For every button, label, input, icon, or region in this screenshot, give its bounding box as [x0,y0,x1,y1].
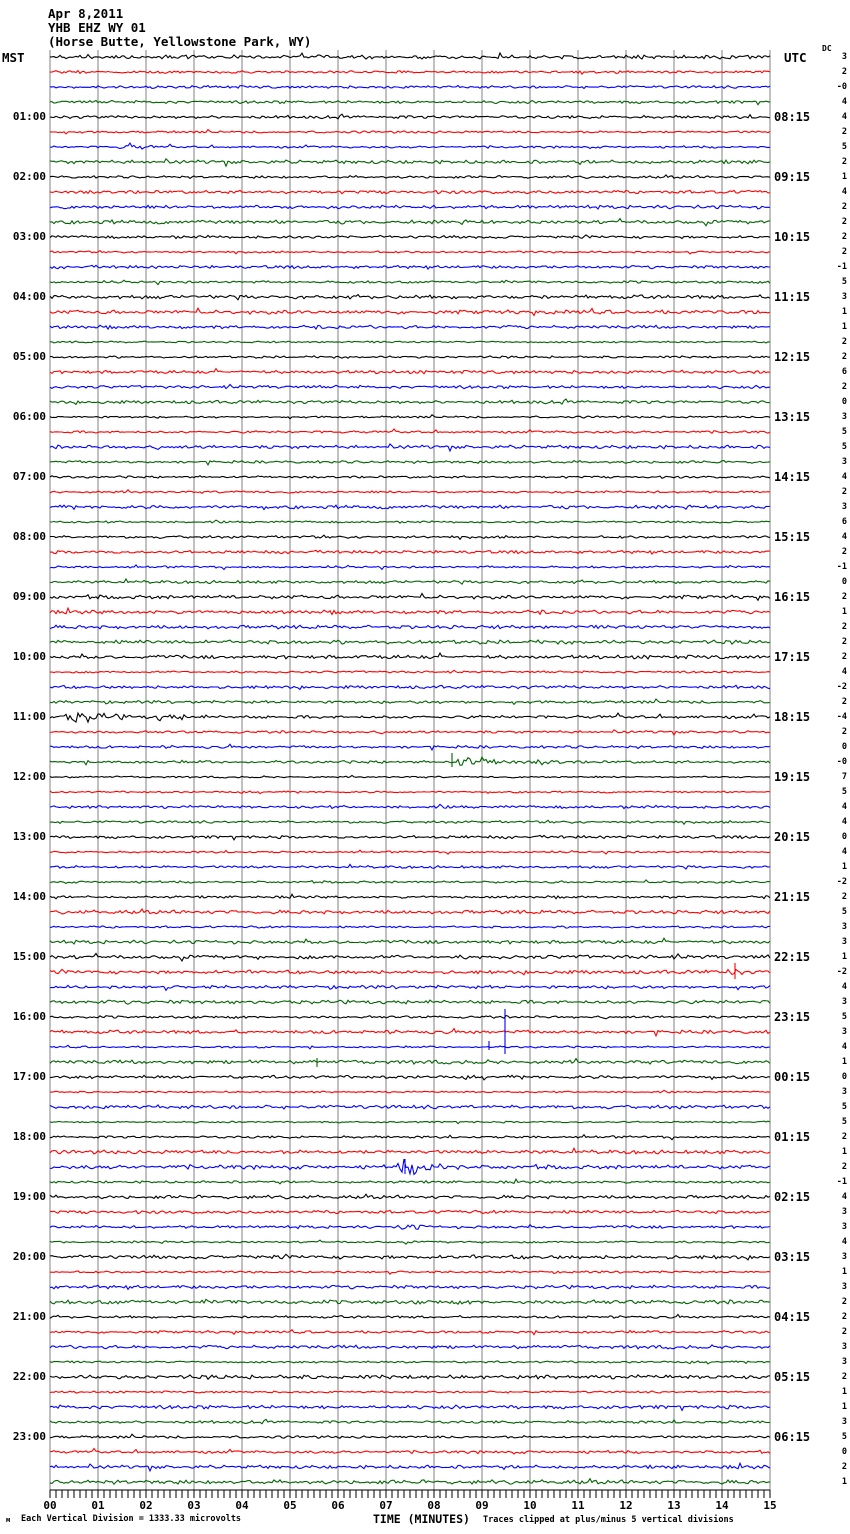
seismo-trace [50,1240,770,1244]
dc-offset-value: 4 [841,97,847,107]
utc-hour-label: 22:15 [774,950,811,964]
seismo-trace [50,1315,770,1319]
utc-hour-label: 15:15 [774,530,811,544]
dc-offset-value: 4 [841,847,847,857]
seismo-trace [50,1075,770,1080]
utc-hour-label: 18:15 [774,710,811,724]
seismo-trace [50,1090,770,1092]
seismo-trace [50,880,770,884]
seismo-trace [50,1299,770,1304]
seismo-trace [50,579,770,584]
seismo-trace [50,985,770,990]
dc-offset-value: 5 [841,427,847,437]
mst-hour-label: 05:00 [12,350,46,363]
mst-hour-label: 17:00 [12,1070,46,1083]
seismo-trace [50,369,770,374]
seismo-trace [50,1419,770,1423]
seismo-trace [50,1135,770,1140]
dc-offset-value: 1 [841,1057,847,1067]
seismo-trace [50,461,770,465]
seismo-trace [50,490,770,494]
seismo-trace [50,159,770,166]
utc-hour-label: 21:15 [774,890,811,904]
dc-offset-value: 5 [841,442,847,452]
utc-hour-label: 20:15 [774,830,811,844]
x-axis-title: TIME (MINUTES) [373,1512,470,1526]
dc-offset-value: 2 [841,1312,847,1322]
dc-offset-value: 2 [841,727,847,737]
seismo-trace [50,850,770,854]
dc-offset-value: 4 [841,187,847,197]
dc-offset-value: 2 [841,652,847,662]
minute-tick-label: 00 [43,1499,57,1512]
seismo-trace [50,1194,770,1199]
dc-offset-value: 1 [841,1387,847,1397]
right-timezone-label: UTC [784,50,807,65]
dc-offset-value: 4 [841,1042,847,1052]
seismo-trace [50,1254,770,1260]
dc-offset-value: 1 [841,172,847,182]
seismo-trace [50,565,770,570]
utc-hour-label: 16:15 [774,590,811,604]
seismo-trace [50,1179,770,1184]
dc-offset-value: 2 [841,232,847,242]
seismo-trace [50,1361,770,1364]
dc-offset-value: 1 [841,1147,847,1157]
seismo-trace [50,399,770,404]
dc-offset-value: 3 [841,457,847,467]
dc-offset-value: 0 [841,577,847,587]
dc-offset-value: 2 [841,382,847,392]
minute-tick-label: 07 [379,1499,393,1512]
utc-hour-label: 01:15 [774,1130,811,1144]
seismo-trace [50,1210,770,1213]
dc-offset-value: 2 [841,1462,847,1472]
seismo-trace [50,505,770,509]
dc-offset-value: 3 [841,1282,847,1292]
dc-offset-value: -2 [836,967,847,977]
seismo-trace [50,100,770,104]
seismo-trace [50,820,770,824]
minute-tick-label: 02 [139,1499,153,1512]
seismo-trace [50,356,770,358]
utc-hour-label: 03:15 [774,1250,811,1264]
dc-offset-value: 5 [841,1102,847,1112]
utc-hour-label: 14:15 [774,470,811,484]
seismo-trace [50,219,770,226]
seismo-trace [50,1105,770,1109]
dc-offset-value: -0 [836,757,847,767]
dc-offset-value: 3 [841,1222,847,1232]
seismo-trace [50,1391,770,1393]
mst-hour-label: 21:00 [12,1310,46,1323]
minute-tick-label: 06 [331,1499,345,1512]
dc-offset-value: 2 [841,202,847,212]
seismo-trace [50,325,770,329]
dc-offset-value: 2 [841,217,847,227]
seismo-trace [50,1375,770,1379]
dc-offset-value: 2 [841,247,847,257]
mst-hour-label: 08:00 [12,530,46,543]
seismo-trace [50,385,770,389]
seismo-trace [50,1271,770,1274]
seismo-trace [50,730,770,735]
seismo-trace [50,1225,770,1230]
dc-offset-value: 4 [841,982,847,992]
dc-offset-value: 5 [841,1432,847,1442]
dc-offset-value: 1 [841,1402,847,1412]
seismo-trace [50,1058,770,1067]
seismo-trace [50,190,770,193]
dc-offset-value: 2 [841,892,847,902]
utc-hour-label: 05:15 [774,1370,811,1384]
minute-tick-label: 05 [283,1499,297,1512]
dc-offset-value: 2 [841,337,847,347]
dc-offset-value: 3 [841,1342,847,1352]
dc-offset-value: 7 [841,772,847,782]
seismo-trace [50,1463,770,1471]
seismo-trace [50,926,770,928]
mst-hour-label: 13:00 [12,830,46,843]
utc-hour-label: 23:15 [774,1010,811,1024]
seismo-trace [50,476,770,478]
dc-offset-value: 1 [841,1267,847,1277]
seismo-trace [50,175,770,179]
dc-offset-value: 2 [841,1372,847,1382]
dc-offset-value: 3 [841,52,847,62]
mst-hour-label: 06:00 [12,410,46,423]
dc-offset-value: -1 [836,1177,847,1187]
seismo-trace [50,835,770,839]
dc-offset-value: 3 [841,502,847,512]
minute-tick-label: 09 [475,1499,489,1512]
seismo-trace [50,1159,770,1174]
dc-offset-value: 4 [841,802,847,812]
dc-offset-value: 3 [841,1357,847,1367]
clipping-note: Traces clipped at plus/minus 5 vertical divisions [483,1515,734,1525]
minute-tick-label: 14 [715,1499,729,1512]
dc-offset-value: 4 [841,1237,847,1247]
dc-offset-value: 6 [841,517,847,527]
dc-offset-value: -1 [836,262,847,272]
seismo-trace [50,685,770,689]
dc-offset-value: 3 [841,922,847,932]
station-location: (Horse Butte, Yellowstone Park, WY) [48,34,312,49]
dc-offset-value: 5 [841,277,847,287]
mst-hour-label: 15:00 [12,950,46,963]
utc-hour-label: 08:15 [774,110,811,124]
dc-offset-value: 3 [841,1252,847,1262]
dc-offset-value: 2 [841,697,847,707]
dc-offset-value: 2 [841,487,847,497]
seismo-trace [50,744,770,750]
dc-offset-value: 6 [841,367,847,377]
seismo-trace [50,963,770,979]
dc-offset-value: 0 [841,742,847,752]
utc-hour-label: 10:15 [774,230,811,244]
seismo-trace [50,550,770,554]
seismo-trace [50,1479,770,1485]
minute-tick-label: 13 [667,1499,681,1512]
dc-offset-value: 1 [841,1477,847,1487]
dc-offset-value: 2 [841,547,847,557]
seismo-trace [50,653,770,659]
dc-offset-value: 3 [841,412,847,422]
dc-offset-value: 2 [841,592,847,602]
mst-hour-label: 20:00 [12,1250,46,1263]
x-axis-ruler [50,1490,770,1498]
dc-offset-value: 3 [841,997,847,1007]
utc-hour-label: 12:15 [774,350,811,364]
seismo-trace [50,1434,770,1438]
mst-hour-label: 23:00 [12,1430,46,1443]
utc-hour-label: 00:15 [774,1070,811,1084]
mst-hour-label: 18:00 [12,1130,46,1143]
seismo-trace [50,308,770,315]
dc-offset-value: -4 [836,712,847,722]
mst-hour-label: 12:00 [12,770,46,783]
seismo-trace [50,954,770,961]
dc-offset-value: 5 [841,1012,847,1022]
seismo-trace [50,341,770,343]
dc-offset-value: 2 [841,1162,847,1172]
seismo-trace [50,938,770,944]
mst-hour-label: 10:00 [12,650,46,663]
seismo-trace [50,415,770,419]
seismo-trace [50,670,770,673]
dc-offset-value: 3 [841,1027,847,1037]
dc-offset-value: 1 [841,307,847,317]
seismo-trace [50,265,770,269]
seismo-trace [50,71,770,75]
minute-tick-label: 08 [427,1499,441,1512]
dc-offset-value: 3 [841,937,847,947]
mst-hour-label: 03:00 [12,230,46,243]
left-timezone-label: MST [2,50,25,65]
seismo-trace [50,235,770,239]
dc-offset-value: 3 [841,1207,847,1217]
utc-hour-label: 19:15 [774,770,811,784]
mst-hour-label: 22:00 [12,1370,46,1383]
seismo-trace [50,699,770,704]
utc-hour-label: 02:15 [774,1190,811,1204]
dc-offset-value: 2 [841,1132,847,1142]
minute-tick-label: 10 [523,1499,537,1512]
seismo-trace [50,1330,770,1335]
seismo-trace [50,713,770,722]
dc-offset-value: 2 [841,1297,847,1307]
record-date: Apr 8,2011 [48,6,124,21]
seismo-trace [50,1345,770,1349]
dc-offset-value: 2 [841,67,847,77]
dc-offset-value: 4 [841,817,847,827]
minute-tick-label: 11 [571,1499,585,1512]
dc-offset-value: -0 [836,82,847,92]
dc-offset-value: 1 [841,862,847,872]
minute-tick-label: 01 [91,1499,105,1512]
dc-offset-value: 1 [841,607,847,617]
utc-hour-label: 04:15 [774,1310,811,1324]
mst-hour-label: 19:00 [12,1190,46,1203]
seismo-trace [50,1016,770,1019]
seismo-trace [50,1148,770,1154]
minute-tick-label: 15 [763,1499,777,1512]
dc-offset-value: 0 [841,832,847,842]
mst-hour-label: 16:00 [12,1010,46,1023]
dc-column-header: DC [822,44,832,53]
dc-offset-value: 3 [841,1417,847,1427]
mst-hour-label: 11:00 [12,710,46,723]
seismo-trace [50,804,770,808]
dc-offset-value: 4 [841,472,847,482]
dc-offset-value: 1 [841,952,847,962]
vertical-scale-note: Each Vertical Division = 1333.33 microvolts [21,1514,242,1524]
mst-hour-label: 01:00 [12,110,46,123]
seismo-trace [50,909,770,914]
dc-offset-value: -2 [836,682,847,692]
seismo-trace [50,251,770,254]
utc-hour-label: 09:15 [774,170,811,184]
utc-hour-label: 13:15 [774,410,811,424]
seismo-trace [50,640,770,644]
seismo-trace [50,775,770,778]
seismo-trace [50,520,770,523]
mst-hour-label: 09:00 [12,590,46,603]
seismo-trace [50,894,770,898]
dc-offset-value: 0 [841,397,847,407]
seismo-trace [50,608,770,614]
dc-offset-value: 5 [841,787,847,797]
dc-offset-value: 5 [841,907,847,917]
seismo-trace [50,86,770,89]
dc-offset-value: 3 [841,292,847,302]
utc-hour-label: 06:15 [774,1430,811,1444]
dc-offset-value: 2 [841,157,847,167]
seismo-trace [50,1000,770,1004]
dc-offset-value: 5 [841,142,847,152]
seismo-trace [50,1285,770,1289]
seismo-trace [50,753,770,767]
seismo-trace [50,1405,770,1410]
dc-offset-value: 2 [841,1327,847,1337]
seismo-trace [50,864,770,869]
seismo-trace [50,143,770,149]
dc-offset-value: 3 [841,1087,847,1097]
seismo-trace [50,625,770,629]
seismo-trace [50,114,770,119]
mst-hour-label: 02:00 [12,170,46,183]
seismo-trace [50,1029,770,1036]
station-code: YHB EHZ WY 01 [48,20,146,35]
seismo-trace [50,1449,770,1454]
mst-hour-label: 14:00 [12,890,46,903]
seismo-trace [50,53,770,59]
seismo-trace [50,295,770,300]
dc-offset-value: 1 [841,322,847,332]
watermark-glyph: м [6,1516,11,1524]
seismo-trace [50,444,770,451]
dc-offset-value: 0 [841,1072,847,1082]
dc-offset-value: 4 [841,532,847,542]
utc-hour-label: 17:15 [774,650,811,664]
utc-hour-label: 11:15 [774,290,811,304]
seismo-trace [50,130,770,134]
dc-offset-value: 5 [841,1117,847,1127]
dc-offset-value: 2 [841,637,847,647]
dc-offset-value: 2 [841,352,847,362]
mst-hour-label: 04:00 [12,290,46,303]
dc-offset-value: -1 [836,562,847,572]
seismo-trace [50,594,770,601]
dc-offset-value: 2 [841,622,847,632]
dc-offset-value: 2 [841,127,847,137]
seismo-trace [50,535,770,539]
dc-offset-value: 0 [841,1447,847,1457]
dc-offset-value: -2 [836,877,847,887]
seismo-trace [50,205,770,209]
minute-tick-label: 04 [235,1499,249,1512]
seismo-trace [50,1121,770,1124]
minute-tick-label: 03 [187,1499,201,1512]
dc-offset-value: 4 [841,112,847,122]
mst-hour-label: 07:00 [12,470,46,483]
dc-offset-value: 4 [841,1192,847,1202]
dc-offset-value: 4 [841,667,847,677]
seismo-trace [50,429,770,433]
minute-tick-label: 12 [619,1499,633,1512]
seismo-trace [50,791,770,794]
seismo-trace [50,280,770,284]
